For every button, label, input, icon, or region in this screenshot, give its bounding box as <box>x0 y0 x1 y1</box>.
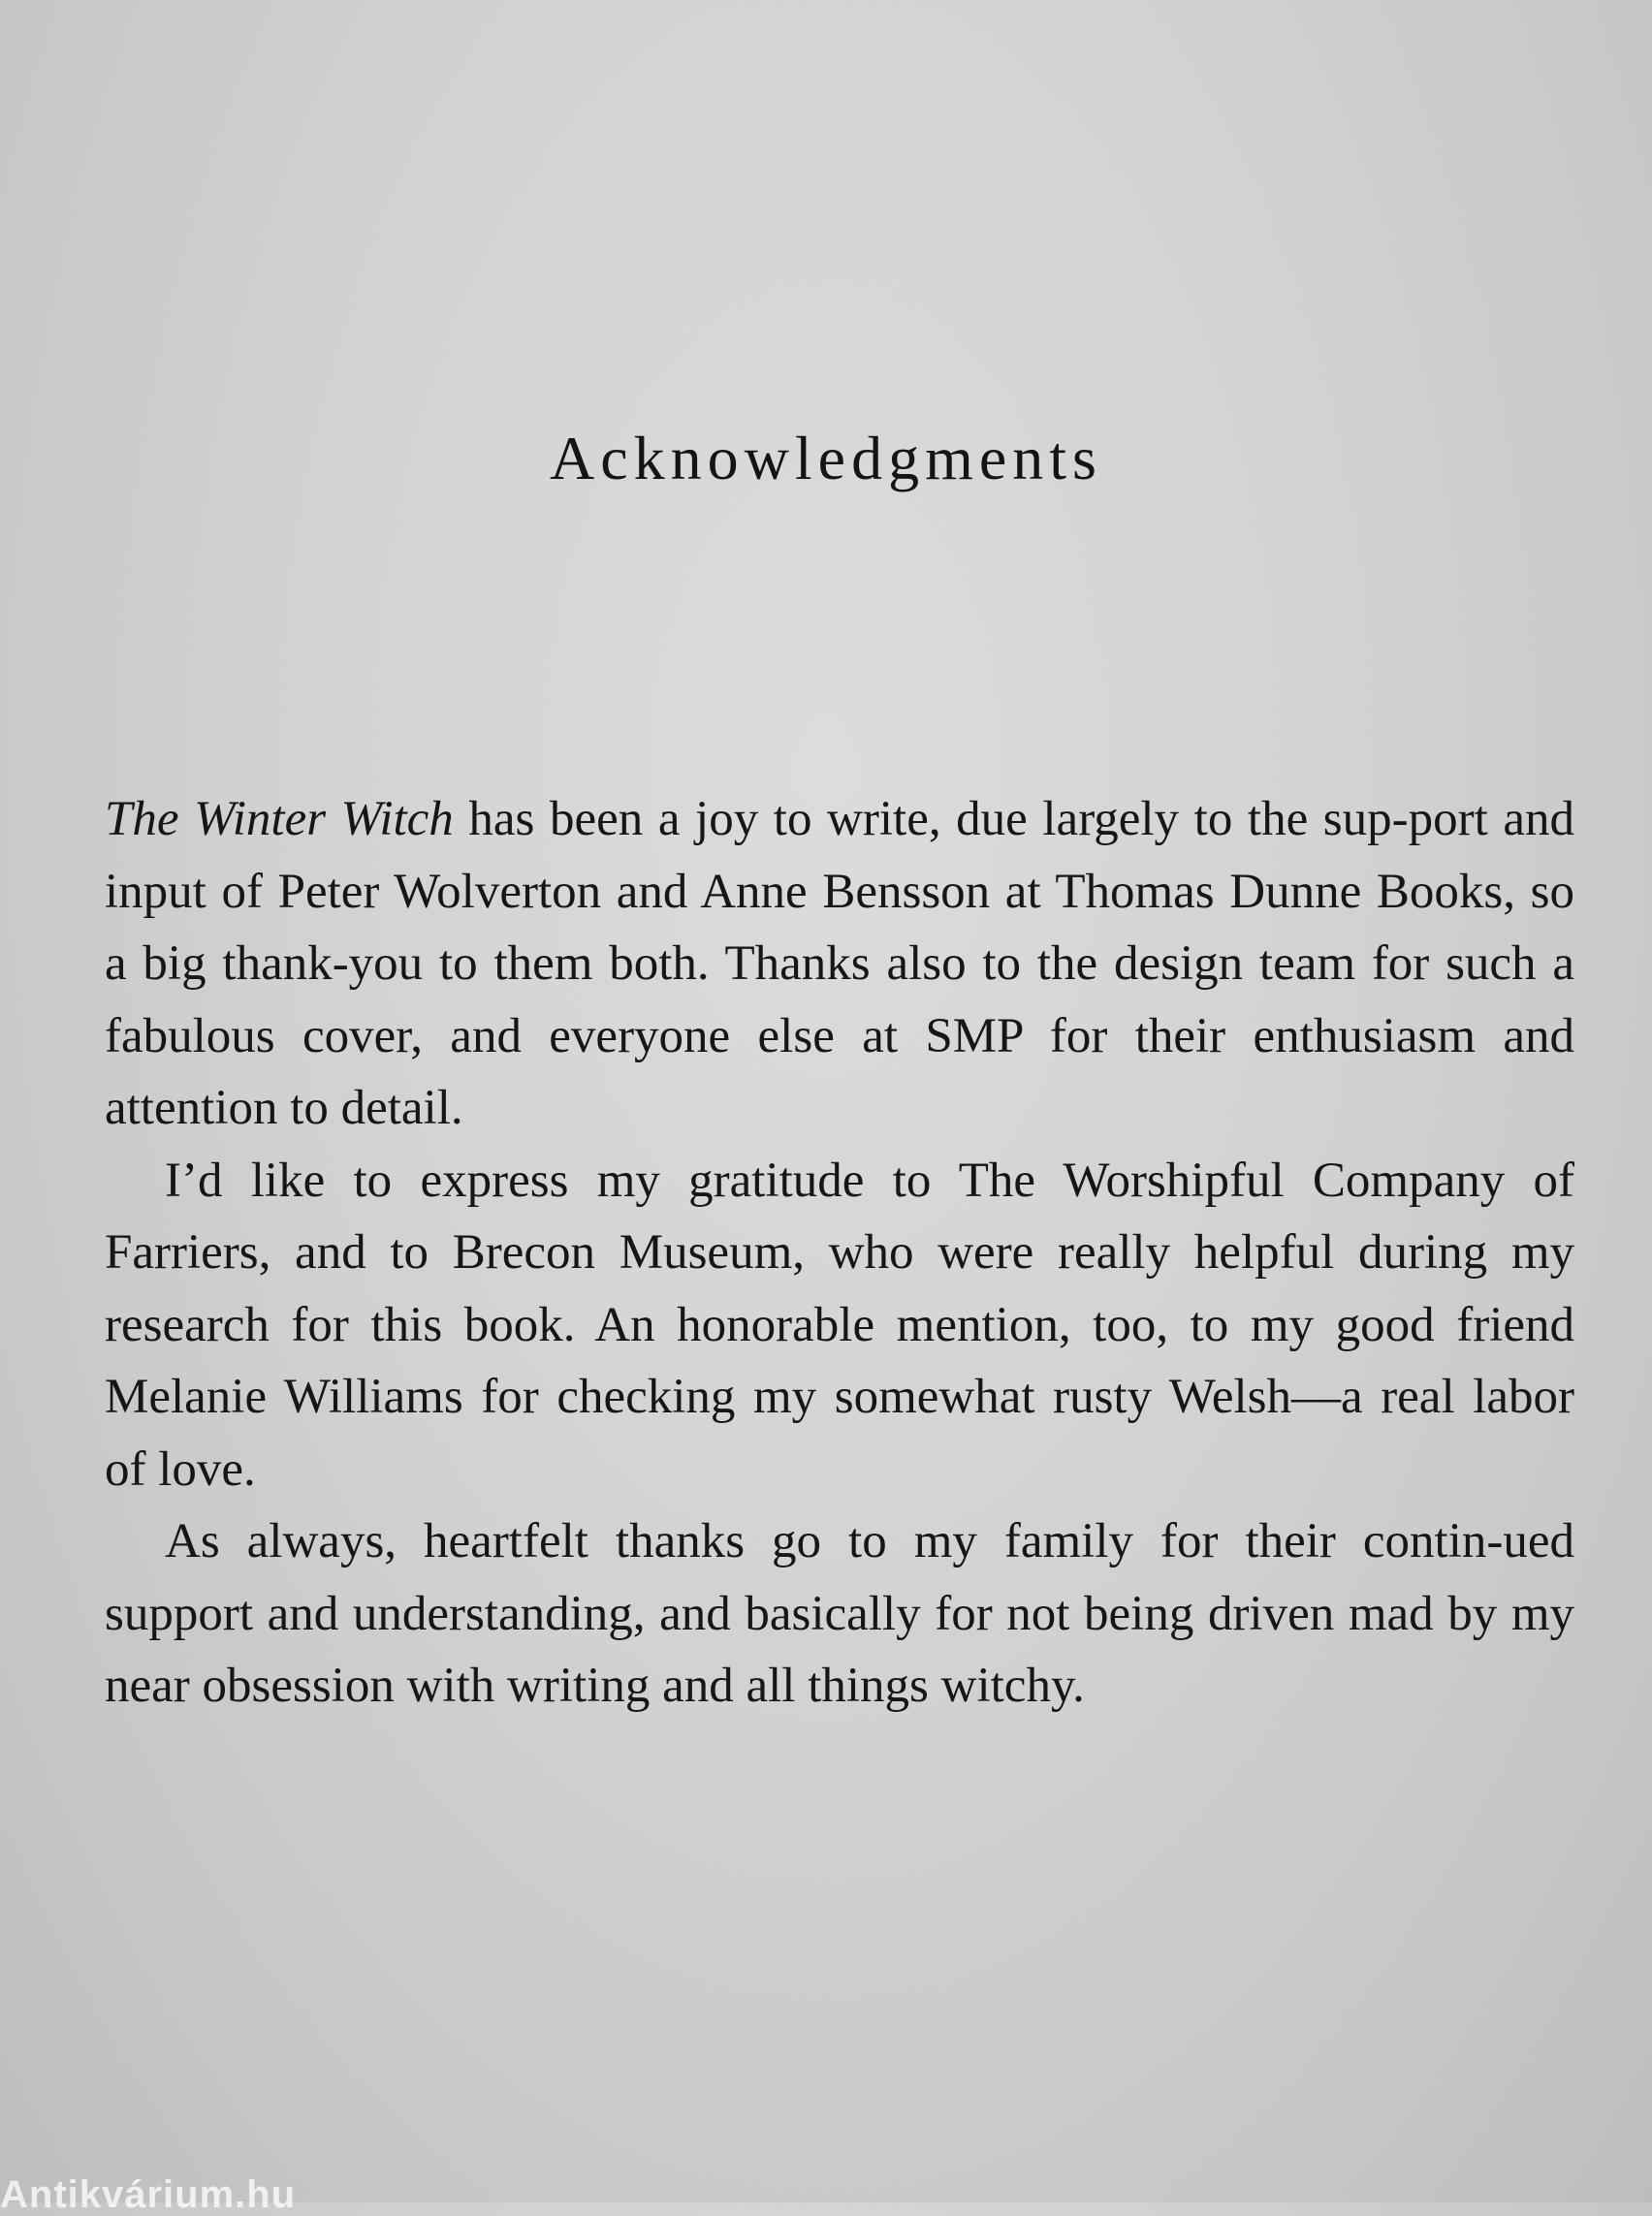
paragraph-1 <box>105 783 1574 1145</box>
acknowledgments-body <box>105 783 1574 1723</box>
page-heading: Acknowledgments <box>550 424 1102 492</box>
paragraph-1-text: has been a joy to write, due largely to the sup-port and input of Peter Wolverton and Anne Bensson at Thomas Dunne Books, so a big thank-you to them both. Thanks also to the design team for such a fabulous cover, and everyone else at SMP for their enthusiasm and attention to detail. <box>105 792 1574 1135</box>
paragraph-3: As always, heartfelt thanks go to my family for their contin-ued support and understanding, and basically for not being driven mad by my near obsession with writing and all things witchy. <box>105 1514 1574 1713</box>
paragraph-2: I’d like to express my gratitude to The Worshipful Company of Farriers, and to Brecon Museum, who were really helpful during my research for this book. An honorable mention, too, to my good friend Melanie Williams for checking my somewhat rusty Welsh—a real labor of love. <box>105 1153 1574 1497</box>
book-title: The Winter Witch <box>105 792 454 846</box>
watermark-text: Antikvárium.hu <box>0 2173 297 2216</box>
